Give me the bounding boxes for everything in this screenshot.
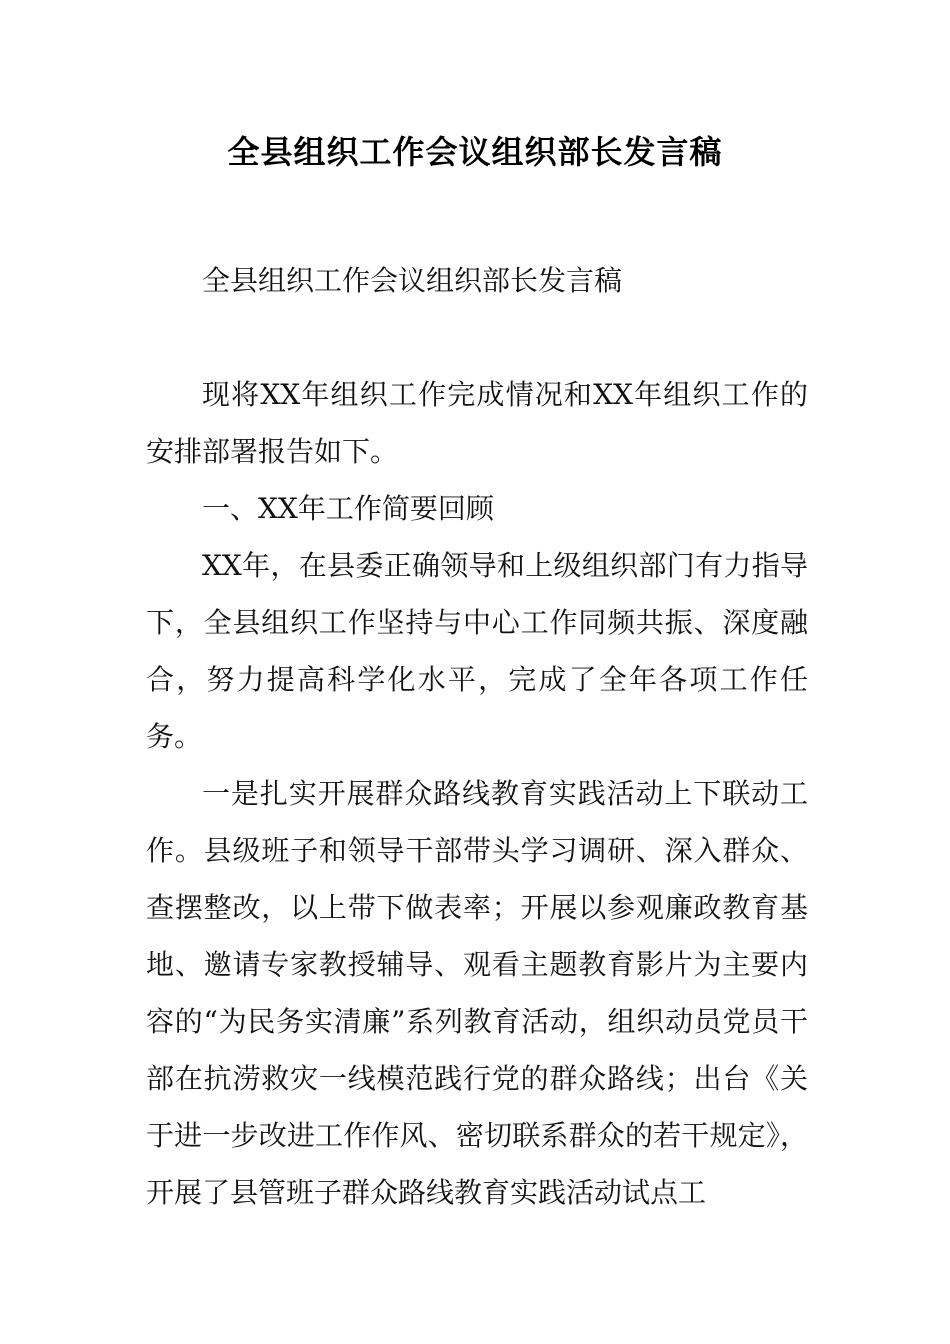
document-title: 全县组织工作会议组织部长发言稿 xyxy=(227,133,723,171)
section-heading: 一、XX年工作简要回顾 xyxy=(202,492,494,525)
document-body xyxy=(146,252,808,1221)
subtitle-paragraph: 全县组织工作会议组织部长发言稿 xyxy=(202,264,623,297)
review-paragraph: XX年，在县委正确领导和上级组织部门有力指导下，全县组织工作坚持与中心工作同频共振、深度融合，努力提高科学化水平，完成了全年各项工作任务。 xyxy=(146,549,808,753)
item-one-paragraph: 一是扎实开展群众路线教育实践活动上下联动工作。县级班子和领导干部带头学习调研、深入群众、查摆整改，以上带下做表率；开展以参观廉政教育基地、邀请专家教授辅导、观看主题教育影片为主要内容的“为民务实清廉”系列教育活动，组织动员党员干部在抗涝救灾一线模范践行党的群众路线；出台《关于进一步改进工作作风、密切联系群众的若干规定》，开展了县管班子群众路线教育实践活动试点工 xyxy=(146,777,808,1209)
paragraph-gap xyxy=(146,309,808,366)
intro-paragraph: 现将XX年组织工作完成情况和XX年组织工作的安排部署报告如下。 xyxy=(146,378,808,468)
